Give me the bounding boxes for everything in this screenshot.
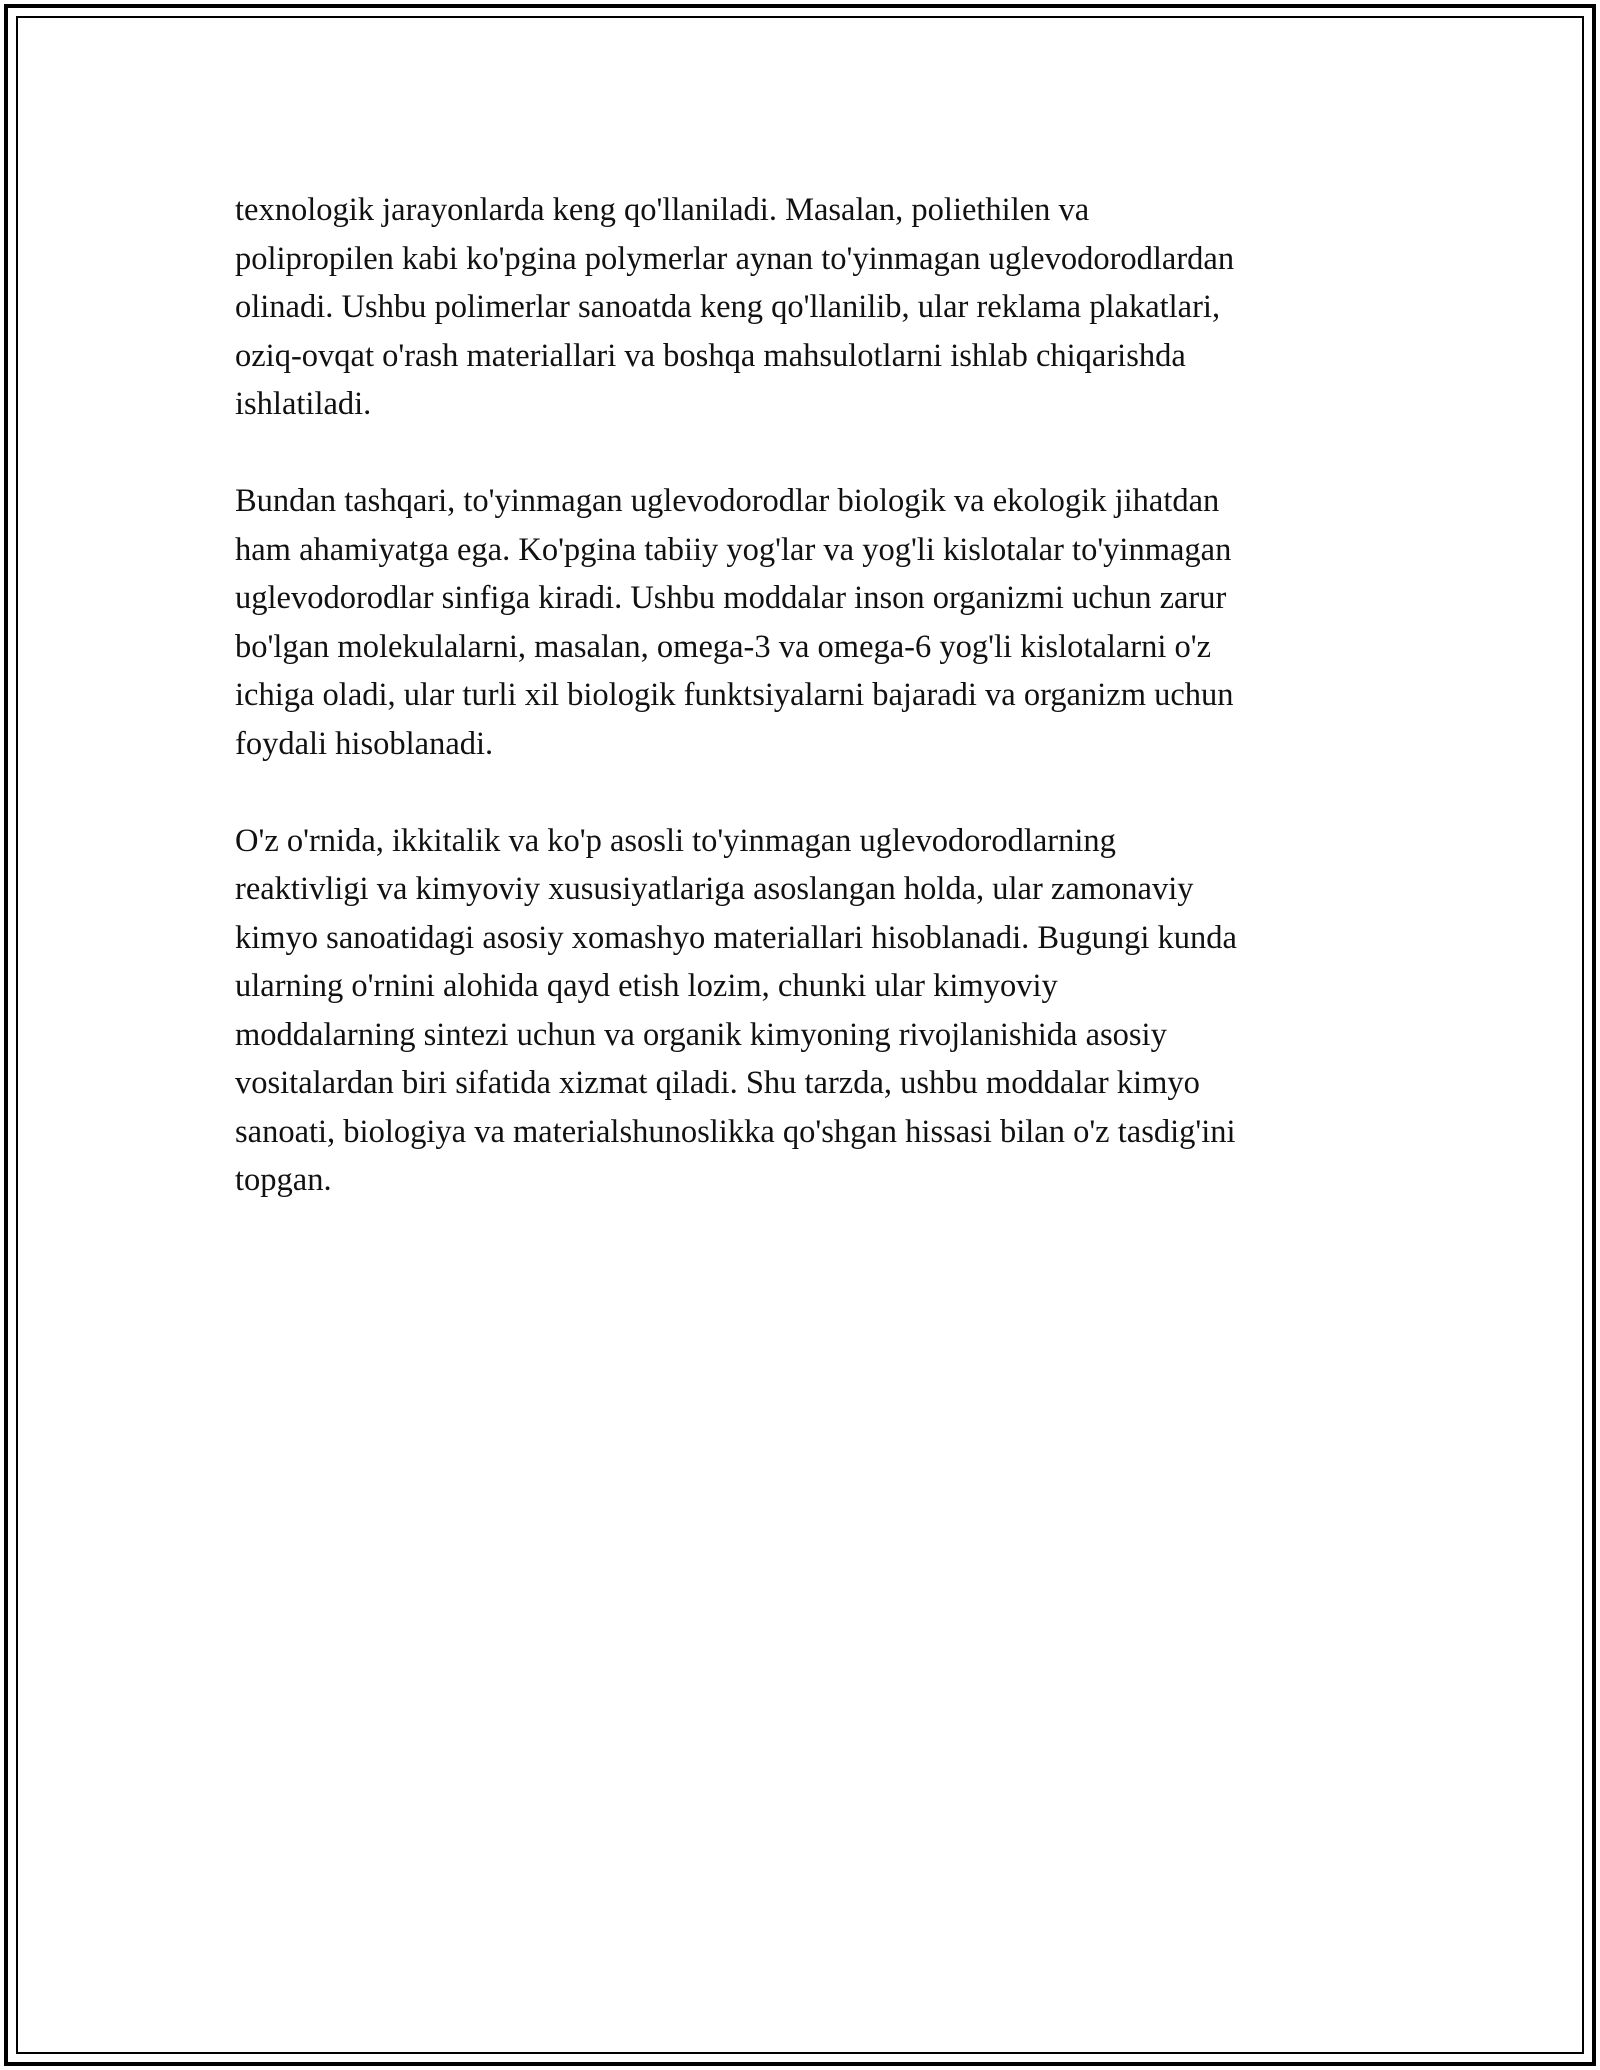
text-line: uglevodorodlar sinfiga kiradi. Ushbu moddalar inson organizmi uchun zarur [235, 580, 1227, 616]
text-line: reaktivligi va kimyoviy xususiyatlariga asoslangan holda, ular zamonaviy [235, 871, 1194, 907]
text-line: Bundan tashqari, to'yinmagan uglevodorodlar biologik va ekologik jihatdan [235, 483, 1220, 519]
text-line: vositalardan biri sifatida xizmat qiladi. Shu tarzda, ushbu moddalar kimyo [235, 1065, 1200, 1101]
paragraph-3 [235, 817, 1375, 1205]
paragraph-1 [235, 186, 1375, 429]
text-line: ham ahamiyatga ega. Ko'pgina tabiiy yog'lar va yog'li kislotalar to'yinmagan [235, 531, 1232, 568]
text-line: foydali hisoblanadi. [235, 725, 494, 762]
text-line: ishlatiladi. [235, 386, 372, 422]
text-line: oziq-ovqat o'rash materiallari va boshqa mahsulotlarni ishlab chiqarishda [235, 337, 1186, 374]
text-line: olinadi. Ushbu polimerlar sanoatda keng qo'llanilib, ular reklama plakatlari, [235, 289, 1221, 325]
text-line: ichiga oladi, ular turli xil biologik funktsiyalarni bajaradi va organizm uchun [235, 677, 1234, 713]
paragraph-2 [235, 477, 1375, 768]
text-line: ularning o'rnini alohida qayd etish lozim, chunki ular kimyoviy [235, 968, 1058, 1004]
text-line: bo'lgan molekulalarni, masalan, omega-3 va omega-6 yog'li kislotalarni o'z [235, 628, 1212, 665]
text-line: sanoati, biologiya va materialshunoslikka qo'shgan hissasi bilan o'z tasdig'ini [235, 1113, 1236, 1150]
document-body [235, 186, 1375, 1253]
text-line: moddalarning sintezi uchun va organik kimyoning rivojlanishida asosiy [235, 1016, 1167, 1053]
text-line: polipropilen kabi ko'pgina polymerlar aynan to'yinmagan uglevodorodlardan [235, 240, 1235, 277]
text-line: topgan. [235, 1162, 332, 1198]
text-line: O'z o'rnida, ikkitalik va ko'p asosli to'yinmagan uglevodorodlarning [235, 822, 1116, 859]
text-line: texnologik jarayonlarda keng qo'llaniladi. Masalan, poliethilen va [235, 192, 1090, 228]
text-line: kimyo sanoatidagi asosiy xomashyo materiallari hisoblanadi. Bugungi kunda [235, 919, 1237, 956]
